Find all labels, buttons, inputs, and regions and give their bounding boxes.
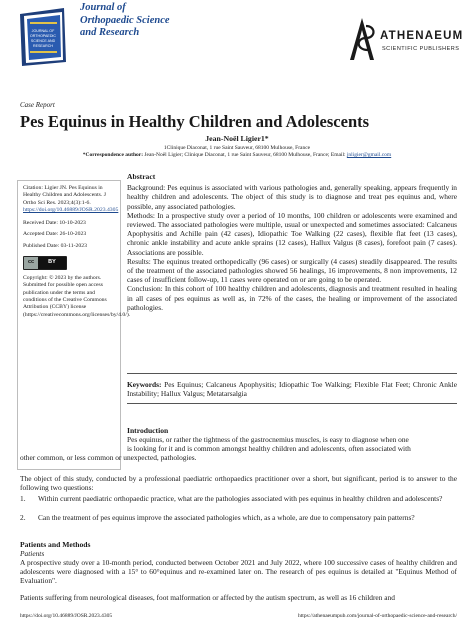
journal-title-line-2: Orthopaedic Science: [80, 14, 170, 26]
intro-line-2: is looking for it and is common amongst healthy children and adolescents, often associated with: [127, 444, 411, 454]
cc-icon: cc: [24, 257, 38, 269]
keywords-label: Keywords:: [127, 380, 162, 389]
methods-paragraph-1: A prospective study over a 10-month period, conducted between October 2021 and July 2022, where 100 successive cases of healthy children and adolescents were diagnosed with a 15° to 60°equinus and re-examined later on. The research of pes equinus is detailed at "Equinus Method of Evaluation".: [20, 558, 457, 586]
journal-logo-text-4: RESEARCH: [33, 44, 53, 48]
keywords-text: Pes Equinus; Calcaneus Apophysitis; Idiopathic Toe Walking; Flexible Flat Feet; Chronic Ankle Instability; Hallux Valgus; Metatarsalgia: [127, 380, 457, 399]
publisher-logo-icon: [346, 16, 378, 62]
page-footer: [20, 613, 457, 619]
methods-paragraph-2: Patients suffering from neurological diseases, foot malformation or affected by the autism spectrum, as well as 16 children and: [20, 593, 395, 602]
keywords-bottom-divider: [127, 403, 457, 404]
correspondence: [0, 152, 474, 158]
correspondence-label: *Correspondence author:: [82, 152, 144, 158]
received-date: Received Date: 10-10-2023: [23, 220, 86, 227]
journal-logo-text-3: SCIENCE AND: [30, 39, 56, 43]
footer-doi-link[interactable]: https://doi.org/10.46889/JOSR.2023.4305: [20, 613, 113, 619]
journal-title: [80, 2, 230, 40]
question-2: [20, 513, 457, 531]
article-title: Pes Equinus in Healthy Children and Adolescents: [20, 112, 370, 131]
journal-logo-text-1: JOURNAL OF: [31, 29, 55, 33]
journal-logo: [14, 4, 72, 68]
cc-by-license-badge[interactable]: [23, 256, 67, 270]
patients-subheading: Patients: [20, 549, 45, 558]
question-2-text: Can the treatment of pes equinus improve the associated pathologies which, as a whole, are due to compensatory pain patterns?: [38, 513, 415, 522]
publisher-subtitle: SCIENTIFIC PUBLISHERS: [382, 46, 460, 52]
author-affiliation: 1Clinique Diaconat, 1 rue Saint Sauveur, 68100 Mulhouse, France: [163, 145, 311, 151]
author-name: Jean-Noël Ligier1*: [205, 134, 269, 143]
introduction-heading: Introduction: [127, 426, 169, 435]
journal-title-line-1: Journal of: [80, 2, 126, 13]
abstract-background: Background: Pes equinus is associated with various pathologies and, generally speaking, appears frequently in healthy children and adolescents. The object of this study is to diagnose and treat pes equinus and, where possible, any associated pathologies.: [127, 183, 457, 211]
correspondence-email-link[interactable]: jnligier@gmail.com: [346, 152, 392, 158]
question-1: [20, 494, 457, 512]
citation-doi-link[interactable]: https://doi.org/10.46889/JOSR.2023.4305: [23, 206, 119, 213]
abstract-methods: Methods: In a prospective study over a period of 10 months, 100 children or adolescents were examined and reviewed. The associated pathologies were multiple, usual or unexpected and sometimes associated: Calcaneus Apophysitis and Achille pain (42 cases), Idiopathic Toe Walking (22 cases), flexible flat feet (13 cases), chronic ankle instability and acute ankle sprains (12 cases), Hallux Valgus (8 cases), forefoot pain (7 cases). Associations are possible.: [127, 210, 457, 257]
abstract-heading: Abstract: [127, 172, 156, 181]
question-1-number: 1.: [20, 494, 26, 503]
footer-journal-url-link[interactable]: https://athenaeumpub.com/journal-of-orthopaedic-science-and-research/: [298, 613, 457, 619]
abstract-conclusion: Conclusion: In this cohort of 100 healthy children and adolescents, diagnosis and treatment resulted in healing in all cases of pes equinus as well as, in 72% of the cases, the healing or improvement of the associated pathologies.: [127, 284, 457, 312]
abstract-results: Results: The equinus treated orthopedically (96 cases) or surgically (4 cases) steadily disappeared. The results of the treatment of the associated pathologies showed 56 healings, 16 improvements, 8 non improvements, 12 cases of insufficient follow-up, 11 cases were operated on or are going to be operated.: [127, 256, 457, 285]
published-date: Published Date: 03-11-2023: [23, 242, 87, 249]
intro-line-1: Pes equinus, or rather the tightness of the gastrocnemius muscles, is easy to diagnose when one: [127, 435, 409, 444]
question-1-text: Within current paediatric orthopaedic practice, what are the pathologies associated with pes equinus in healthy children and adolescents?: [38, 494, 443, 503]
article-type: Case Report: [20, 101, 55, 109]
article-info-sidebar: [17, 180, 131, 470]
keywords: [127, 380, 457, 398]
keywords-top-divider: [127, 373, 457, 374]
introduction-paragraph-1: [20, 435, 457, 463]
copyright-text: Copyright: © 2023 by the authors. Submitted for possible open access publication under the terms and conditions of the Creative Commons Attribution (CCBY) license (https://creativecommons.org/licenses/by/4.0/).: [23, 275, 131, 318]
introduction-paragraph-2: The object of this study, conducted by a professional paediatric orthopaedics practitioner over a short, but significant, period is to answer to the following two questions:: [20, 474, 457, 493]
article-dates: [23, 220, 115, 250]
page-header: [0, 0, 474, 78]
correspondence-text: Jean-Noël Ligier; Clinique Diaconat, 1 rue Saint Sauveur, 68100 Mulhouse, France; Email:: [143, 152, 347, 158]
methods-heading: Patients and Methods: [20, 540, 91, 549]
accepted-date: Accepted Date: 26-10-2023: [23, 231, 87, 238]
citation-text: Citation: Ligier JN. Pes Equinus in Healthy Children and Adolescents. J Ortho Sci Res. 2023;4(3):1-6.: [23, 185, 106, 206]
publisher-name: ATHENAEUM: [380, 30, 464, 42]
citation: [23, 185, 119, 214]
journal-logo-text-2: ORTHOPAEDIC: [29, 34, 57, 38]
question-2-number: 2.: [20, 513, 26, 522]
by-icon: BY: [38, 257, 66, 269]
abstract-section: [127, 172, 457, 312]
journal-title-line-3: and Research: [80, 27, 140, 38]
intro-line-3: other common, or less common or unexpected, pathologies.: [20, 453, 197, 463]
